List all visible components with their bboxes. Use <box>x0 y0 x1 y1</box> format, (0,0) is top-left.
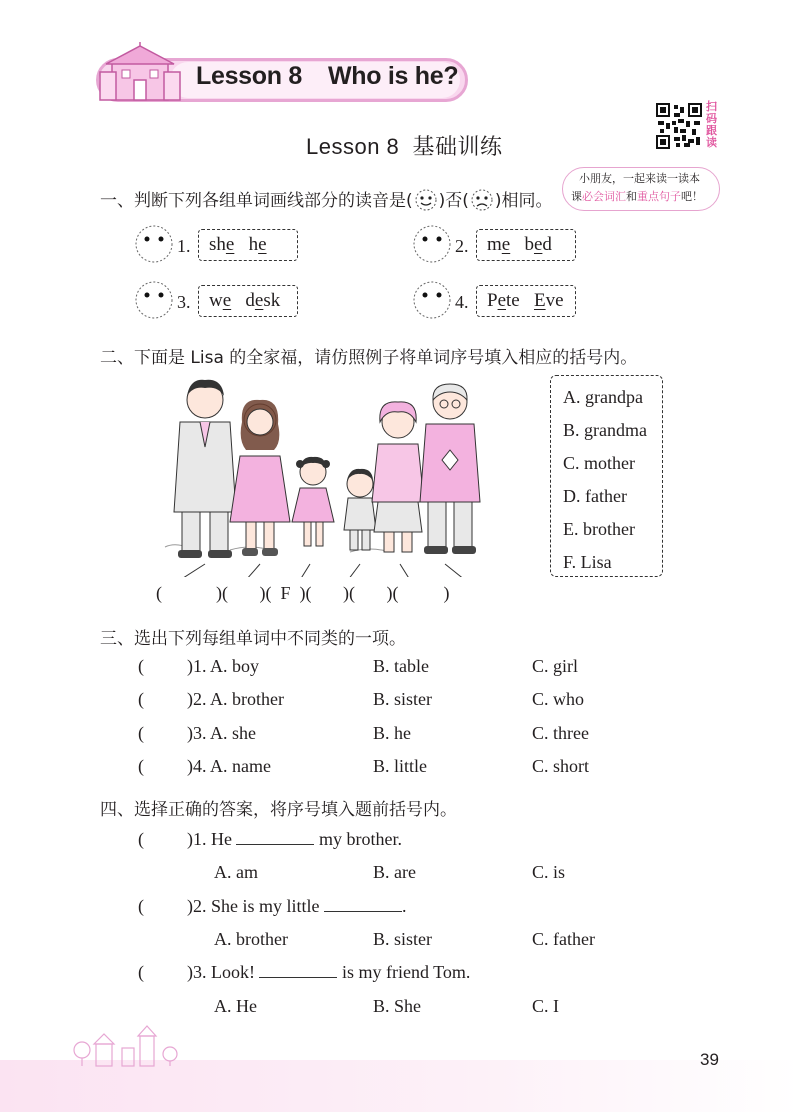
bubble-text: 和 <box>626 190 637 203</box>
bracket: ) <box>443 583 450 603</box>
answer-brackets-row[interactable] <box>156 583 450 604</box>
smile-face-icon <box>413 188 439 212</box>
bracket: )( <box>343 583 356 603</box>
choice-b: B. sister <box>373 929 433 949</box>
fill-blank[interactable] <box>259 963 337 978</box>
question-text: . <box>402 896 407 916</box>
choice-c: C. I <box>532 996 559 1016</box>
word <box>487 234 510 255</box>
answer-bracket[interactable]: ( <box>138 829 144 849</box>
grandma-figure <box>372 402 424 552</box>
section-2-heading: 二、下面是 Lisa 的全家福，请仿照例子将单词序号填入相应的括号内。 <box>100 348 638 368</box>
choice-a: A. am <box>214 862 258 882</box>
bubble-text: 吧！ <box>681 190 703 203</box>
lesson-topic: Who is he? <box>327 62 459 90</box>
speech-bubble <box>562 167 720 211</box>
question-text: is my friend Tom. <box>341 962 471 982</box>
answer-face-icon[interactable] <box>412 224 452 264</box>
question-option-c: C. who <box>532 689 585 709</box>
scan-follow-read-label <box>706 101 718 149</box>
question-option-b: B. little <box>373 756 427 776</box>
bracket: )( <box>259 583 272 603</box>
question-option-c: C. short <box>532 756 590 776</box>
bracket: )( <box>386 583 399 603</box>
answer-bracket[interactable]: ( <box>138 723 144 743</box>
item-number: 2. <box>455 236 469 256</box>
bubble-line-2 <box>571 188 719 206</box>
underlined-letter: e <box>258 234 267 255</box>
word-pair-box <box>476 229 576 261</box>
section-1-suffix: )相同。 <box>494 191 553 211</box>
word-pair-box <box>198 285 298 317</box>
qr-label-char: 跟 <box>706 124 717 137</box>
option-item: C. mother <box>563 453 635 473</box>
underlined-letter: e <box>501 234 511 255</box>
question-text: )1. He <box>187 829 232 849</box>
answer-bracket[interactable]: ( <box>138 896 144 916</box>
word <box>524 234 551 255</box>
question-text: my brother. <box>318 829 402 849</box>
bracket: )( <box>299 583 312 603</box>
lesson-number: Lesson 8 <box>196 62 302 90</box>
word-part: b <box>524 234 534 255</box>
answer-bracket[interactable]: ( <box>138 962 144 982</box>
question-text: )3. Look! <box>187 962 255 982</box>
word-options-box <box>550 375 663 577</box>
option-item: D. father <box>563 486 627 506</box>
word-part: d <box>542 234 552 255</box>
word <box>249 234 267 255</box>
question-option-c: C. girl <box>532 656 579 676</box>
section-1-prefix: 一、判断下列各组单词画线部分的读音是( <box>100 191 413 211</box>
example-answer: F <box>280 583 291 603</box>
question-1 <box>187 829 402 850</box>
option-item: B. grandma <box>563 420 647 440</box>
section-3-heading: 三、选出下列每组单词中不同类的一项。 <box>100 629 406 649</box>
section-1-heading <box>100 186 553 212</box>
choice-b: B. are <box>373 862 416 882</box>
bubble-line-1: 小朋友，一起来读一读本 <box>579 172 700 185</box>
qr-label-char: 读 <box>706 136 717 149</box>
word <box>245 290 280 311</box>
underlined-letter: e <box>533 234 543 255</box>
section-1-mid: )否( <box>438 191 469 211</box>
choice-a: A. brother <box>214 929 288 949</box>
sad-face-icon <box>469 188 495 212</box>
underlined-letter: e <box>254 290 264 311</box>
word <box>209 234 234 255</box>
question-option-c: C. three <box>532 723 589 743</box>
word <box>487 290 520 311</box>
grandpa-figure <box>420 384 480 554</box>
question-3 <box>187 962 470 983</box>
option-item: A. grandpa <box>563 387 643 407</box>
word <box>534 290 564 311</box>
choice-c: C. is <box>532 862 566 882</box>
underlined-letter: e <box>497 290 507 311</box>
question-option-b: B. sister <box>373 689 433 709</box>
bubble-highlight-sentences: 重点句子 <box>637 190 681 203</box>
option-item: E. brother <box>563 519 635 539</box>
word-part: te <box>506 290 520 311</box>
choice-b: B. She <box>373 996 422 1016</box>
word-part: d <box>245 290 255 311</box>
lisa-figure <box>292 457 334 546</box>
footer-town-decoration-icon <box>70 1022 190 1070</box>
answer-bracket[interactable]: ( <box>138 689 144 709</box>
word <box>209 290 231 311</box>
mother-figure <box>230 400 290 556</box>
bubble-highlight-vocab: 必会词汇 <box>582 190 626 203</box>
word-part: P <box>487 290 498 311</box>
question-option-a: )3. A. she <box>187 723 256 743</box>
fill-blank[interactable] <box>236 830 314 845</box>
underlined-letter: e <box>225 234 235 255</box>
answer-face-icon[interactable] <box>134 280 174 320</box>
question-option-a: )4. A. name <box>187 756 271 776</box>
page-title: Lesson 8 基础训练 <box>306 134 503 159</box>
option-item: F. Lisa <box>563 552 612 572</box>
question-option-b: B. table <box>373 656 429 676</box>
word-pair-box <box>476 285 576 317</box>
answer-face-icon[interactable] <box>412 280 452 320</box>
word-part: sk <box>263 290 281 311</box>
answer-face-icon[interactable] <box>134 224 174 264</box>
bracket: ( <box>156 583 162 603</box>
page-number: 39 <box>700 1050 719 1069</box>
word-part: w <box>209 290 223 311</box>
choice-a: A. He <box>214 996 257 1016</box>
item-number: 4. <box>455 292 469 312</box>
word-part: ve <box>545 290 564 311</box>
qr-label-char: 扫 <box>706 100 717 113</box>
bubble-text: 课 <box>571 190 582 203</box>
word-part: m <box>487 234 502 255</box>
answer-bracket[interactable]: ( <box>138 756 144 776</box>
family-illustration <box>160 372 510 577</box>
brother-figure <box>344 469 376 550</box>
choice-c: C. father <box>532 929 595 949</box>
qr-label-char: 码 <box>706 112 717 125</box>
section-4-heading: 四、选择正确的答案，将序号填入题前括号内。 <box>100 800 457 820</box>
underlined-letter: e <box>222 290 232 311</box>
word-pair-box <box>198 229 298 261</box>
word-part: h <box>248 234 259 255</box>
word-part: sh <box>209 234 226 255</box>
answer-bracket[interactable]: ( <box>138 656 144 676</box>
bracket: )( <box>216 583 228 603</box>
lesson-header <box>196 62 484 91</box>
item-number: 1. <box>177 236 191 256</box>
father-figure <box>174 380 236 558</box>
question-option-a: )2. A. brother <box>187 689 284 709</box>
qr-code-icon[interactable] <box>656 103 702 149</box>
question-option-b: B. he <box>373 723 411 743</box>
underlined-letter: E <box>533 290 546 311</box>
item-number: 3. <box>177 292 191 312</box>
fill-blank[interactable] <box>324 897 402 912</box>
question-text: )2. She is my little <box>187 896 320 916</box>
question-option-a: )1. A. boy <box>187 656 259 676</box>
question-2 <box>187 896 407 917</box>
castle-icon <box>92 42 182 106</box>
